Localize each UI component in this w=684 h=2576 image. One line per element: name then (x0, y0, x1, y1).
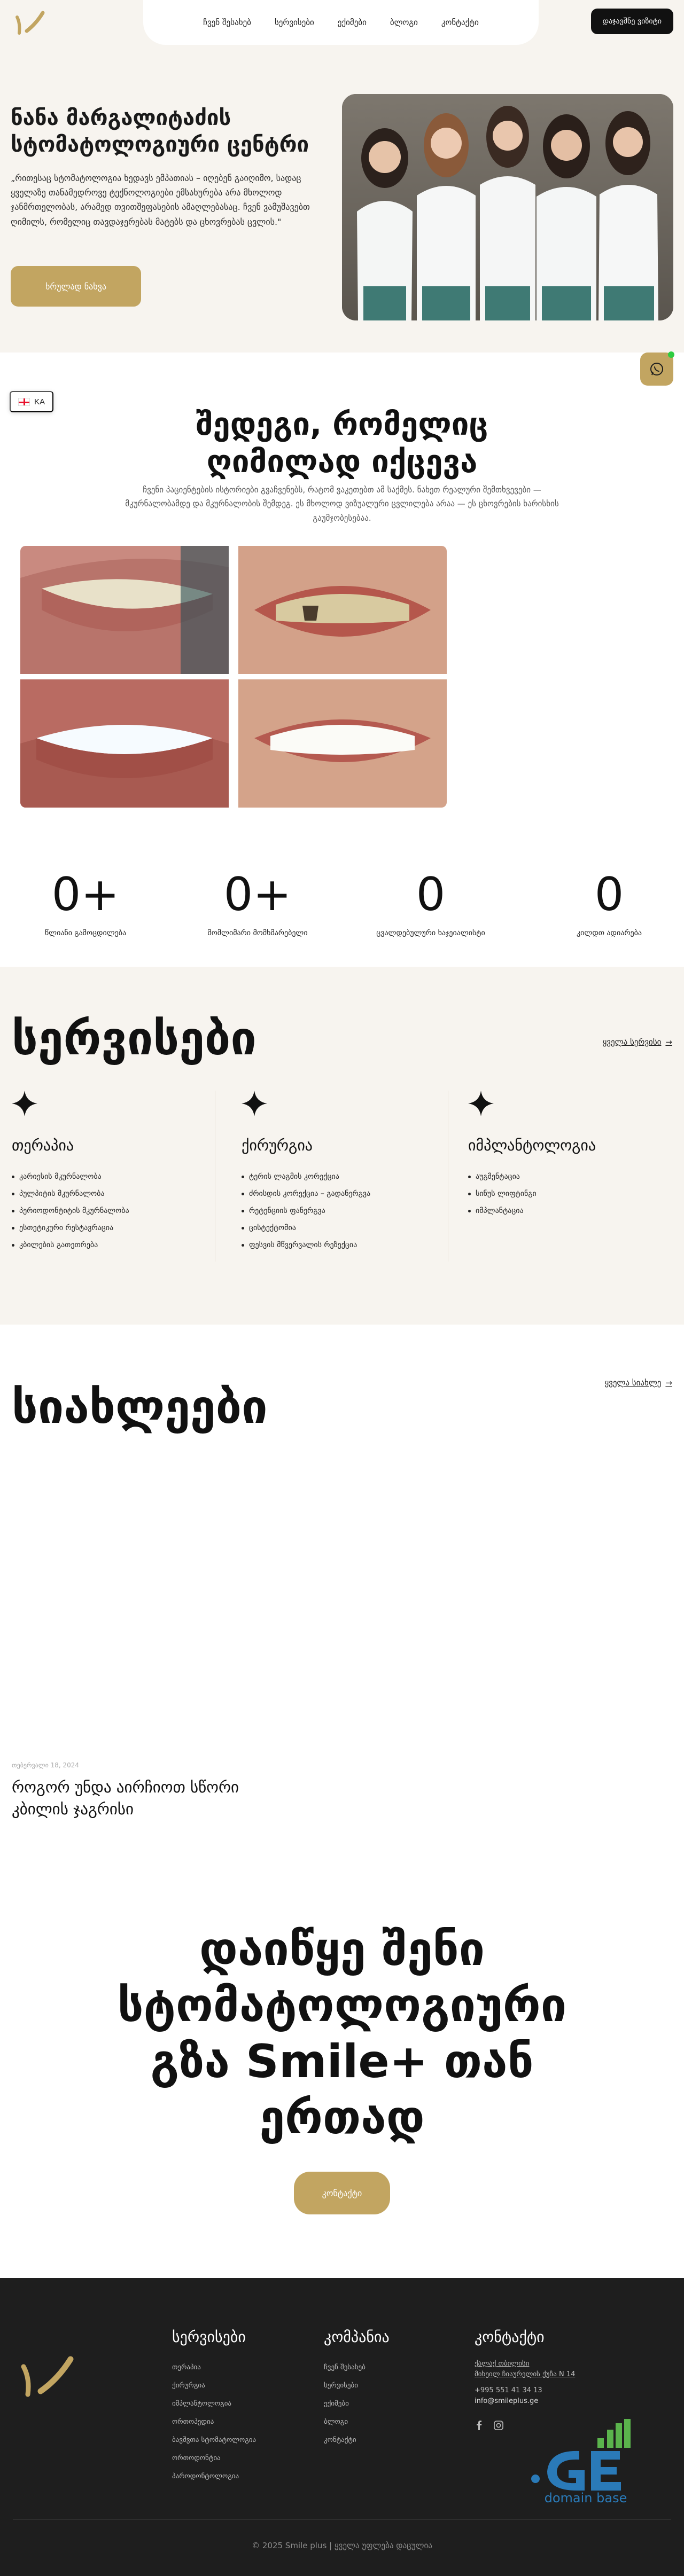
stat-label: მომლიმარი მომხმარებელი (207, 929, 308, 937)
service-item[interactable]: ცისტექტომია (242, 1219, 455, 1236)
footer-column-title: კონტაქტი (475, 2328, 545, 2346)
badge-text: domain base (544, 2491, 627, 2505)
stat-value: 0+ (223, 868, 292, 921)
results-title: შედეგი, რომელიც ღიმილად იქცევა (196, 406, 488, 480)
service-column-therapy (12, 1091, 226, 1254)
service-column-implantology (468, 1091, 682, 1219)
results-section (0, 353, 684, 967)
facebook-icon[interactable] (475, 2421, 484, 2430)
news-title: სიახლეები (12, 1381, 268, 1434)
team-photo-image (342, 94, 673, 320)
hero-view-button[interactable]: ხრულად ნახვა (11, 266, 141, 307)
site-footer (0, 2278, 684, 2576)
stat-customers (188, 868, 327, 939)
all-news-link[interactable] (604, 1378, 672, 1388)
footer-logo-link[interactable] (18, 2348, 77, 2402)
stat-value: 0 (594, 868, 624, 921)
logo-link[interactable] (13, 7, 47, 40)
footer-link[interactable]: ბლოგი (324, 2418, 348, 2426)
language-code: KA (34, 397, 45, 406)
email-link[interactable]: info@smileplus.ge (475, 2397, 539, 2405)
service-item[interactable]: ესთეტიკური რესტავრაცია (12, 1219, 226, 1236)
before-image-2[interactable] (238, 546, 447, 674)
copyright: © 2025 Smile plus | ყველა უფლება დაცულია (252, 2541, 432, 2550)
address-line-1[interactable]: ქალაქ თბილისი (475, 2360, 530, 2368)
arrow-right-icon: → (665, 1037, 672, 1047)
nav-about[interactable]: ჩვენ შესახებ (203, 18, 251, 27)
service-name: ქირურგია (242, 1137, 313, 1154)
cta-title: დაიწყე შენი სტომატოლოგიური გზა Smile+ თან ერთად (117, 1923, 567, 2144)
site-header (0, 0, 684, 45)
services-title: სერვისები (12, 1012, 256, 1066)
after-image-2[interactable] (238, 679, 447, 808)
hero-quote: „რითესაც სტომატოლოგია ხედავს ემპათიას – იღებენ გაიღიმო, სადაც ყველაზე თანამედროვე ტექნოლოგიები ემსახურება არა მხოლოდ ჯანმრთელობას, არამედ თვითშეფასების ამაღლებასაც. ჩვენ ვამუშავებთ ღიმილს, რომელიც თავდაჯერებას მატებს და ცხოვრებას ცვლის." (11, 173, 310, 227)
service-item[interactable]: ძრისდის კორექცია – გადანერგვა (242, 1185, 455, 1202)
after-image-1[interactable] (20, 679, 229, 808)
sparkle-icon (468, 1091, 494, 1116)
service-column-surgery (242, 1091, 455, 1254)
service-item[interactable]: პერიოდონტიტის მკურნალობა (12, 1202, 226, 1219)
footer-divider (13, 2519, 671, 2520)
main-nav (143, 0, 539, 45)
stat-experience (16, 868, 155, 939)
all-services-link[interactable] (603, 1037, 672, 1047)
footer-link[interactable]: კონტაქტი (324, 2436, 356, 2444)
service-list (242, 1168, 455, 1254)
address-line-2[interactable]: მიხეილ ჩიაურელის ქუჩა N 14 (475, 2370, 576, 2378)
stat-specialists (361, 868, 500, 939)
nav-contact[interactable]: კონტაქტი (441, 18, 479, 27)
services-section (0, 967, 684, 1325)
footer-link[interactable]: თერაპია (172, 2363, 201, 2371)
stat-recognition (540, 868, 679, 939)
news-section (0, 1325, 684, 1864)
footer-link[interactable]: ექიმები (324, 2400, 349, 2408)
footer-link[interactable]: ორთოდონტია (172, 2454, 221, 2462)
stat-label: კილდთ ადიარება (577, 929, 642, 937)
service-item[interactable]: ფესვის მწვერვალის რეზექცია (242, 1236, 455, 1254)
footer-link[interactable]: იმპლანტოლოგია (172, 2400, 232, 2408)
service-item[interactable]: კარიესის მკურნალობა (12, 1168, 226, 1185)
footer-link[interactable]: ორთოპედია (172, 2418, 214, 2426)
service-list (468, 1168, 682, 1219)
nav-blog[interactable]: ბლოგი (390, 18, 418, 27)
cta-section (0, 1864, 684, 2278)
nav-doctors[interactable]: ექიმები (337, 18, 367, 27)
language-switcher[interactable] (10, 391, 53, 412)
service-item[interactable]: იმპლანტაცია (468, 1202, 682, 1219)
stats-row (0, 868, 684, 967)
footer-link[interactable]: ბავშვთა სტომატოლოგია (172, 2436, 256, 2444)
stat-label: ცვალდებულური ხაჯეიალისტი (376, 929, 485, 937)
domain-base-badge[interactable] (528, 2419, 643, 2505)
news-card-title[interactable]: როგორ უნდა აირჩიოთ სწორი კბილის ჯაგრისი (12, 1778, 239, 1818)
footer-column-title: სერვისები (172, 2328, 246, 2346)
arrow-right-icon: → (665, 1378, 672, 1388)
footer-company-column (324, 2328, 390, 2449)
smile-logo-icon (18, 2348, 77, 2402)
phone-link[interactable]: +995 551 41 34 13 (475, 2386, 542, 2394)
footer-link[interactable]: პაროდონტოლოგია (172, 2472, 239, 2480)
smile-logo-icon (13, 7, 47, 40)
service-name: იმპლანტოლოგია (468, 1137, 596, 1154)
news-date: თებერვალი 18, 2024 (12, 1761, 80, 1769)
instagram-icon[interactable] (494, 2421, 503, 2430)
book-visit-button[interactable]: დაჯავშნე ვიზიტი (591, 9, 673, 34)
service-item[interactable]: კბილების გათეთრება (12, 1236, 226, 1254)
service-item[interactable]: სინუს ლიფტინგი (468, 1185, 682, 1202)
hero-title: ნანა მარგალიტაძის სტომატოლოგიური ცენტრი (11, 106, 309, 157)
stat-label: წლიანი გამოცდილება (44, 929, 127, 937)
footer-link[interactable]: ქირურგია (172, 2382, 205, 2390)
footer-services-column (172, 2328, 256, 2486)
before-image-1[interactable] (20, 546, 229, 674)
whatsapp-icon (649, 361, 665, 377)
service-item[interactable]: ტერის ლაგმის კორექცია (242, 1168, 455, 1185)
service-item[interactable]: აუგმენტაცია (468, 1168, 682, 1185)
footer-contact-column (475, 2328, 575, 2430)
contact-button[interactable]: კონტაქტი (294, 2172, 390, 2214)
team-photo (342, 94, 673, 320)
all-services-label: ყველა სერვისი (602, 1037, 662, 1047)
whatsapp-button[interactable] (640, 353, 673, 386)
service-list (12, 1168, 226, 1254)
online-dot (668, 351, 674, 358)
georgia-flag-icon (18, 398, 30, 406)
footer-link[interactable]: ჩვენ შესახებ (324, 2363, 366, 2371)
sparkle-icon (12, 1091, 37, 1116)
nav-services[interactable]: სერვისები (274, 18, 314, 27)
all-news-label: ყველა სიახლე (604, 1378, 662, 1388)
service-item[interactable]: რეტენციის ფანერგვა (242, 1202, 455, 1219)
sparkle-icon (242, 1091, 267, 1116)
stat-value: 0 (416, 868, 446, 921)
service-item[interactable]: პულპიტის მკურნალობა (12, 1185, 226, 1202)
service-name: თერაპია (12, 1137, 74, 1154)
stat-value: 0+ (51, 868, 120, 921)
results-subtitle: ჩვენი პაციენტების ისტორიები გვაჩვენებს, რატომ ვაკეთებთ ამ საქმეს. ნახეთ რეალური შემთხვევები — მკურნალობამდე და მკურნალობის შემდეგ. ეს მხოლოდ ვიზუალური ცვლილება არაა — ეს ცხოვრების ხარისხის გაუმჯობესებაა. (125, 485, 559, 523)
before-after-gallery (20, 546, 448, 813)
hero-section (0, 45, 684, 353)
footer-link[interactable]: სერვისები (324, 2382, 358, 2390)
footer-column-title: კომპანია (324, 2328, 390, 2346)
